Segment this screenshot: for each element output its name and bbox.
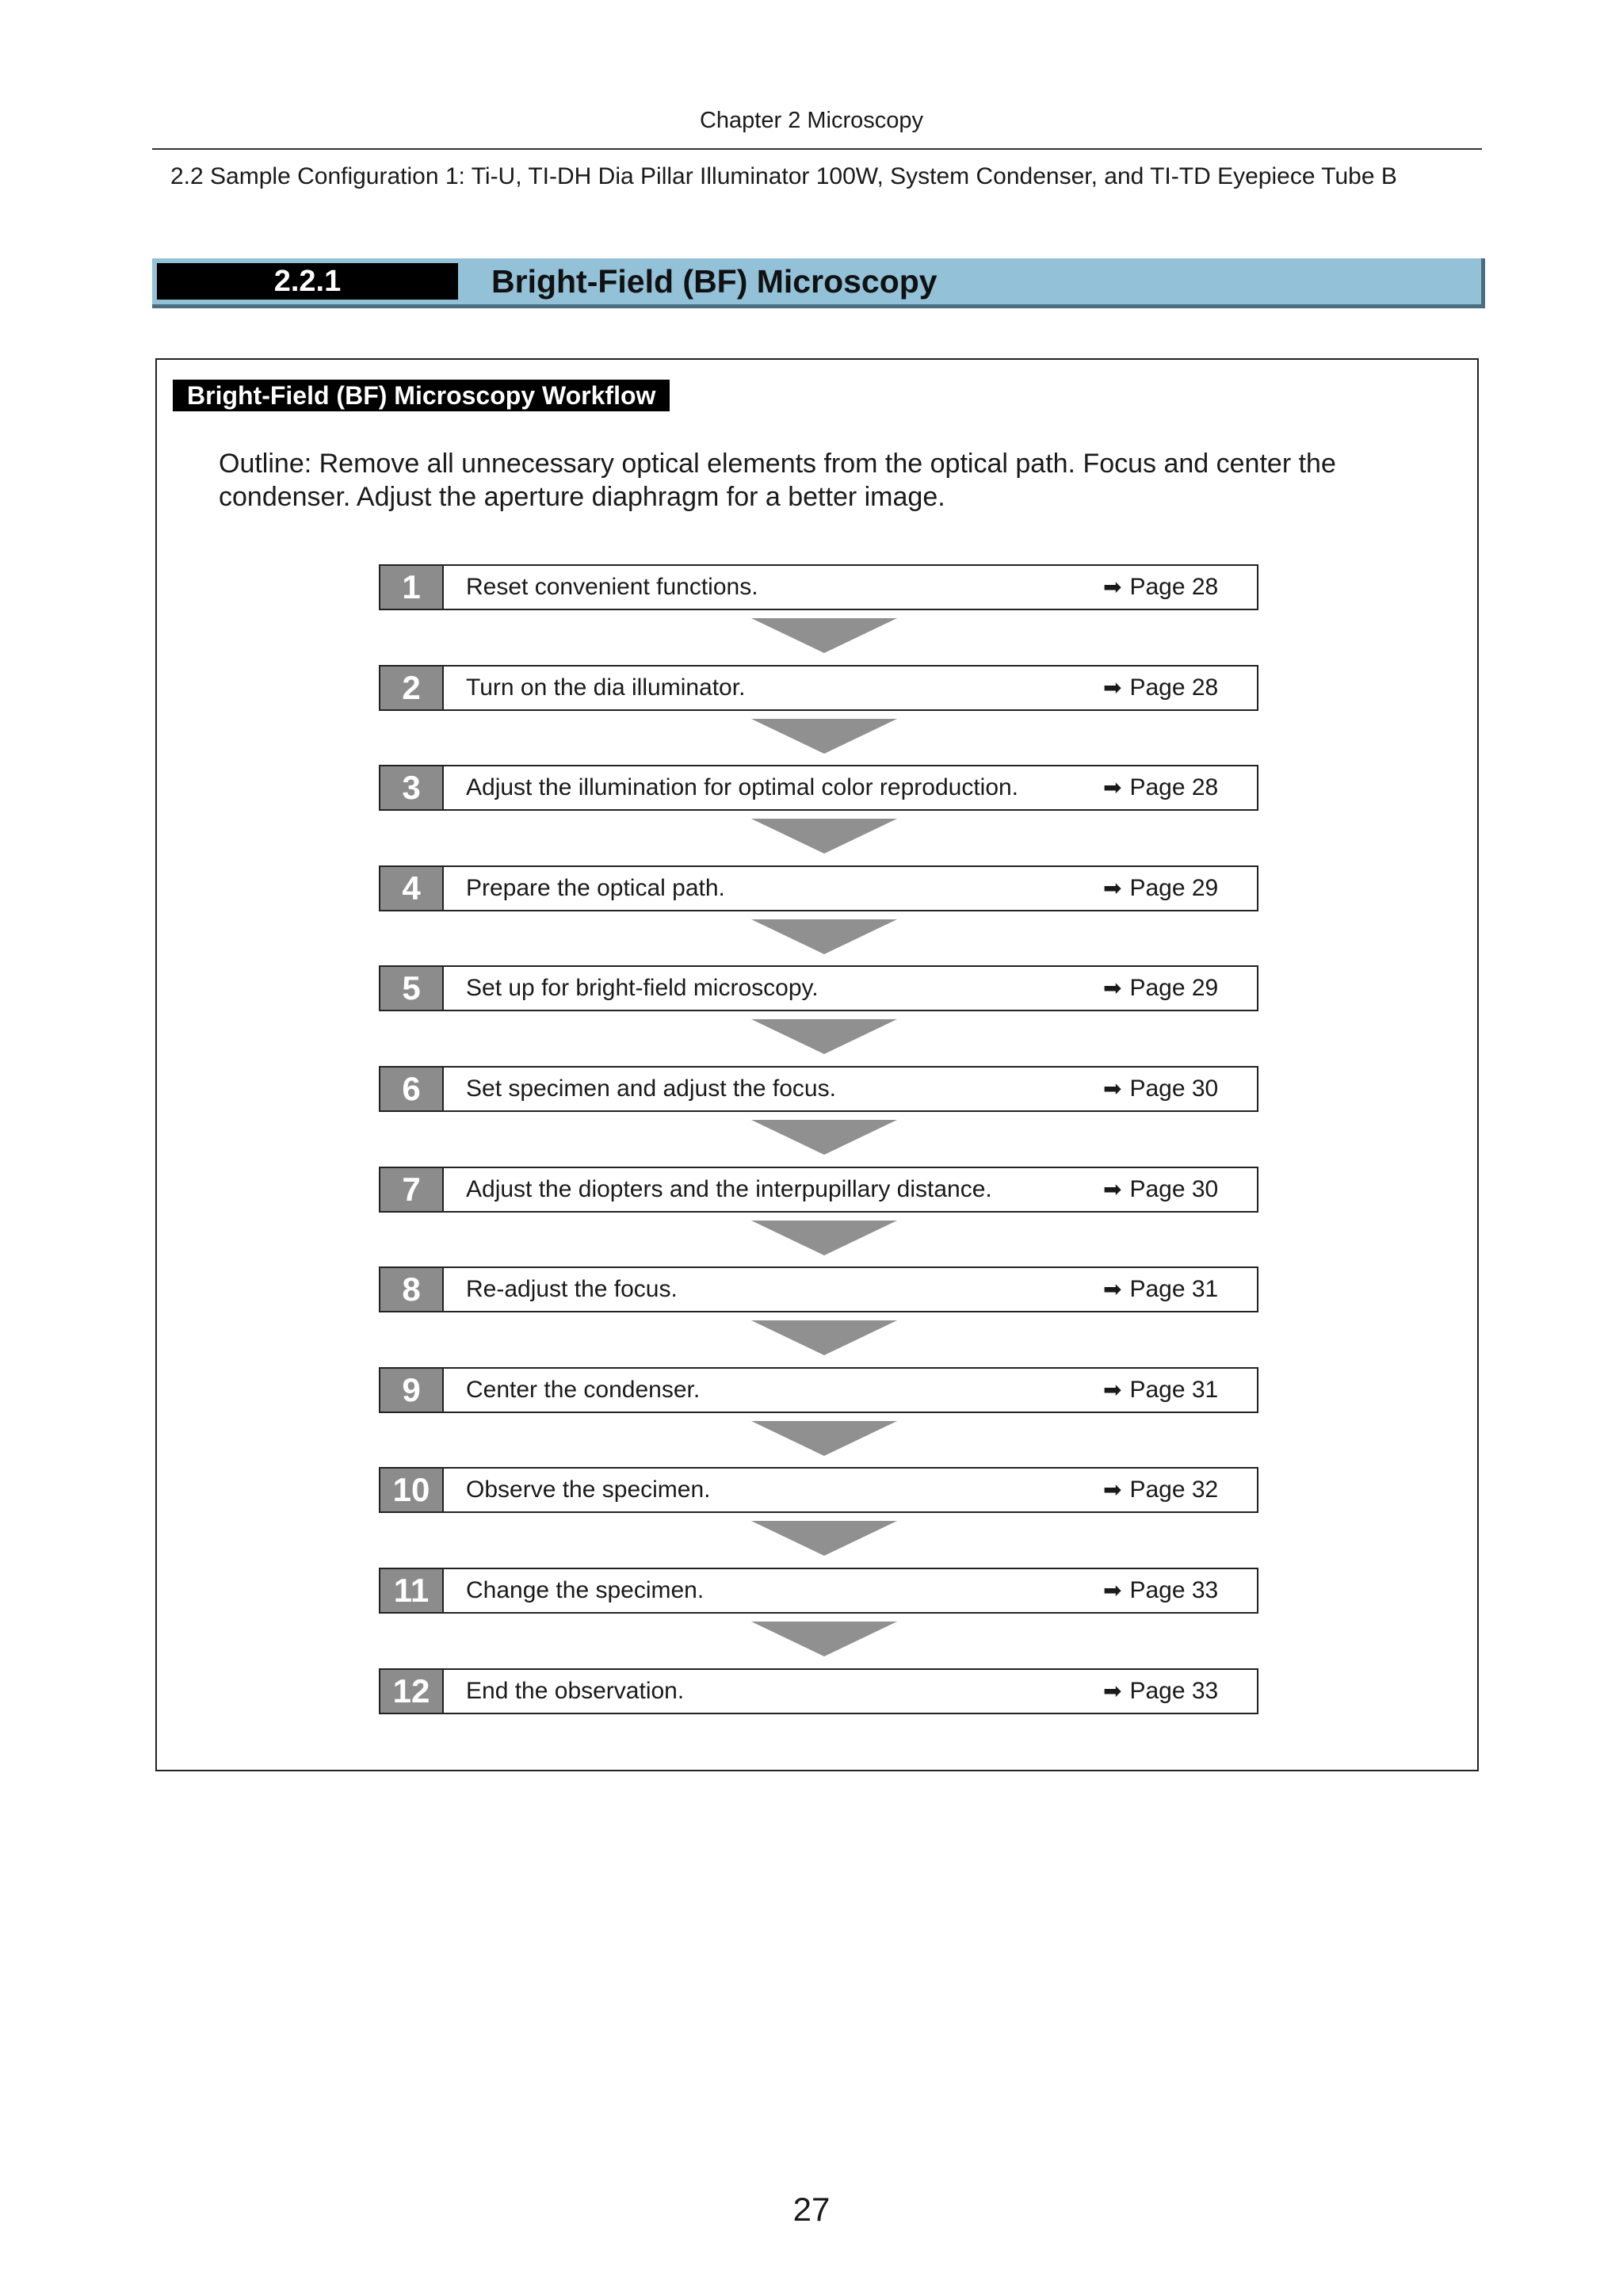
step-number: 10 — [380, 1469, 444, 1511]
right-arrow-icon: ➡ — [1103, 1377, 1122, 1402]
flow-down-arrow-icon — [751, 1019, 897, 1054]
step-number: 12 — [380, 1670, 444, 1713]
step-number: 5 — [380, 967, 444, 1010]
running-head-chapter: Chapter 2 Microscopy — [699, 108, 924, 133]
step-page-ref[interactable] — [1103, 1168, 1218, 1211]
workflow-outline: Outline: Remove all unnecessary optical elements from the optical path. Focus and center the condenser. Adjust the aperture diaphragm for a better image. — [219, 449, 1336, 512]
right-arrow-icon: ➡ — [1103, 1477, 1122, 1502]
section-heading-bar — [152, 258, 1485, 308]
workflow-step — [379, 1668, 1258, 1714]
running-head-section: 2.2 Sample Configuration 1: Ti-U, TI-DH Dia Pillar Illuminator 100W, System Condenser, and TI-TD Eyepiece Tube B — [170, 163, 1397, 189]
right-arrow-icon: ➡ — [1103, 575, 1122, 599]
step-page-ref[interactable] — [1103, 967, 1218, 1010]
step-page-label: Page 28 — [1129, 774, 1219, 800]
step-number: 7 — [380, 1168, 444, 1211]
right-arrow-icon: ➡ — [1103, 876, 1122, 900]
step-number: 6 — [380, 1068, 444, 1110]
step-text: Set specimen and adjust the focus. — [466, 1075, 836, 1102]
workflow-step — [379, 1467, 1258, 1513]
step-number: 11 — [380, 1569, 444, 1612]
workflow-box — [155, 358, 1479, 1771]
flow-down-arrow-icon — [751, 719, 897, 754]
right-arrow-icon: ➡ — [1103, 675, 1122, 700]
workflow-step — [379, 1266, 1258, 1312]
step-page-label: Page 30 — [1129, 1176, 1219, 1202]
step-number: 3 — [380, 766, 444, 809]
step-page-label: Page 33 — [1129, 1577, 1219, 1603]
workflow-step — [379, 665, 1258, 711]
workflow-step — [379, 765, 1258, 811]
flow-down-arrow-icon — [751, 1221, 897, 1255]
step-page-ref[interactable] — [1103, 1369, 1218, 1412]
step-page-ref[interactable] — [1103, 766, 1218, 809]
step-page-label: Page 29 — [1129, 975, 1219, 1001]
flow-down-arrow-icon — [751, 1421, 897, 1456]
step-page-ref[interactable] — [1103, 1469, 1218, 1511]
flow-down-arrow-icon — [751, 1120, 897, 1155]
page-number: 27 — [792, 2191, 831, 2228]
step-page-label: Page 31 — [1129, 1377, 1219, 1403]
step-page-label: Page 28 — [1129, 674, 1219, 701]
right-arrow-icon: ➡ — [1103, 1578, 1122, 1603]
right-arrow-icon: ➡ — [1103, 1076, 1122, 1101]
step-page-ref[interactable] — [1103, 1268, 1218, 1311]
step-page-label: Page 29 — [1129, 875, 1219, 901]
step-page-ref[interactable] — [1103, 867, 1218, 910]
step-text: End the observation. — [466, 1678, 685, 1704]
right-arrow-icon: ➡ — [1103, 775, 1122, 800]
step-page-ref[interactable] — [1103, 566, 1218, 609]
flow-down-arrow-icon — [751, 1320, 897, 1355]
step-text: Change the specimen. — [466, 1577, 705, 1603]
right-arrow-icon: ➡ — [1103, 1177, 1122, 1201]
step-text: Observe the specimen. — [466, 1477, 711, 1503]
step-page-label: Page 32 — [1129, 1477, 1219, 1503]
workflow-step — [379, 564, 1258, 610]
step-page-ref[interactable] — [1103, 1670, 1218, 1713]
step-page-ref[interactable] — [1103, 667, 1218, 709]
step-text: Center the condenser. — [466, 1377, 701, 1403]
step-number: 1 — [380, 566, 444, 609]
step-text: Adjust the illumination for optimal color reproduction. — [466, 774, 1019, 800]
step-text: Adjust the diopters and the interpupillary distance. — [466, 1176, 992, 1202]
step-text: Set up for bright-field microscopy. — [466, 975, 819, 1001]
workflow-step — [379, 1066, 1258, 1112]
workflow-step — [379, 965, 1258, 1011]
step-text: Prepare the optical path. — [466, 875, 725, 901]
workflow-step — [379, 865, 1258, 911]
step-page-label: Page 31 — [1129, 1276, 1219, 1302]
step-page-ref[interactable] — [1103, 1569, 1218, 1612]
workflow-label: Bright-Field (BF) Microscopy Workflow — [173, 380, 670, 411]
header-rule — [152, 148, 1482, 150]
flow-down-arrow-icon — [751, 919, 897, 954]
step-number: 2 — [380, 667, 444, 709]
flow-down-arrow-icon — [751, 1622, 897, 1656]
flow-down-arrow-icon — [751, 618, 897, 653]
workflow-step — [379, 1367, 1258, 1413]
section-number: 2.2.1 — [157, 263, 458, 300]
step-page-label: Page 33 — [1129, 1678, 1219, 1704]
right-arrow-icon: ➡ — [1103, 1277, 1122, 1301]
step-number: 4 — [380, 867, 444, 910]
step-number: 8 — [380, 1268, 444, 1311]
right-arrow-icon: ➡ — [1103, 976, 1122, 1000]
workflow-step — [379, 1568, 1258, 1614]
workflow-steps — [157, 360, 1477, 1770]
step-number: 9 — [380, 1369, 444, 1412]
step-page-label: Page 28 — [1129, 574, 1219, 600]
step-page-label: Page 30 — [1129, 1075, 1219, 1102]
section-title: Bright-Field (BF) Microscopy — [491, 263, 938, 300]
step-page-ref[interactable] — [1103, 1068, 1218, 1110]
flow-down-arrow-icon — [751, 819, 897, 854]
step-text: Re-adjust the focus. — [466, 1276, 678, 1302]
flow-down-arrow-icon — [751, 1521, 897, 1556]
step-text: Turn on the dia illuminator. — [466, 674, 746, 701]
right-arrow-icon: ➡ — [1103, 1679, 1122, 1703]
workflow-step — [379, 1167, 1258, 1213]
step-text: Reset convenient functions. — [466, 574, 758, 600]
